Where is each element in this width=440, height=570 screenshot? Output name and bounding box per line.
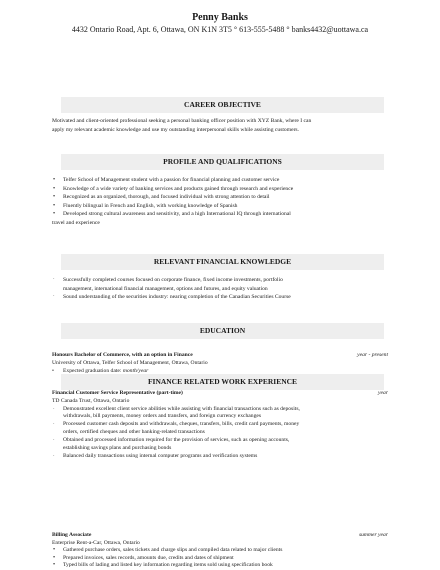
list-item: • Recognized as an organized, thorough, and focused individual with strong attention to detail [53, 194, 270, 200]
job2-list [52, 547, 384, 570]
list-item: • Gathered purchase orders, sales tickets and charge slips and compiled data related to major clients [53, 547, 283, 553]
list-item: · Balanced daily transactions using internal computer programs and verification systems [53, 452, 258, 459]
job1-employer: TD Canada Trust, Ottawa, Ontario [52, 398, 130, 404]
graduation-date: • Expected graduation date: month/year [52, 368, 149, 374]
list-item: • Knowledge of a wide variety of banking services and products gained through research and experience [53, 185, 294, 192]
job1-row [52, 389, 388, 397]
job2-employer: Enterprise Rent-a-Car, Ottawa, Ontario [52, 540, 140, 546]
list-item-continuation: orders, certified cheques and other banking-related transactions [63, 429, 205, 436]
education-dates: year - present [357, 352, 388, 358]
list-item-continuation: establishing savings plans and purchasing bonds [63, 445, 172, 452]
section-header-education [61, 323, 384, 339]
profile-list [52, 176, 384, 219]
list-item: · Successfully completed courses focused on corporate finance, fixed income investments, portfolio [53, 277, 283, 283]
objective-text: Motivated and client-oriented professional seeking a personal banking officer position with XYZ Bank, where I can apply my relevant academic knowledge and use my outstanding interpersonal skills while assisting customers. [52, 118, 312, 133]
section-title: CAREER OBJECTIVE [184, 100, 261, 109]
list-item: · Obtained and processed information required for the provision of services, such as opening accounts, [53, 437, 290, 444]
applicant-name: Penny Banks [192, 12, 248, 23]
list-item-continuation: management, international financial management, options and futures, and equity valuation [63, 285, 268, 292]
list-item: · Sound understanding of the securities industry: nearing completion of the Canadian Securities Course [53, 294, 291, 300]
job1-role: Financial Customer Service Representative (part-time) [52, 390, 183, 396]
profile-item-continuation: travel and experience [52, 219, 100, 226]
section-title: RELEVANT FINANCIAL KNOWLEDGE [153, 257, 292, 266]
section-title: EDUCATION [199, 326, 246, 335]
school: University of Ottawa, Telfer School of Management, Ottawa, Ontario [52, 360, 208, 366]
section-header-profile [61, 154, 384, 170]
list-item: • Prepared invoices, sales records, amounts due, credits and dates of shipment [53, 554, 234, 561]
list-item: · Demonstrated excellent client service abilities while assisting with financial transactions such as deposits, [53, 405, 300, 412]
list-item-continuation: withdrawals, bill payments, money orders and transfers, and foreign currency exchanges [63, 413, 262, 420]
list-item: · Processed customer cash deposits and withdrawals, cheques, transfers, bills, credit card payments, money [53, 421, 300, 428]
list-item: • Typed bills of lading and listed key information regarding items sold using specification book [53, 562, 273, 569]
job1-list [52, 406, 384, 461]
job2-role: Billing Associate [52, 532, 92, 538]
section-title: PROFILE AND QUALIFICATIONS [163, 157, 282, 166]
list-item: • Developed strong cultural awareness and sensitivity, and a high International IQ through international [53, 211, 291, 217]
section-header-work [61, 374, 384, 390]
knowledge-list [52, 276, 384, 302]
job2-row [52, 531, 388, 539]
job1-dates: year [378, 390, 388, 396]
section-title: FINANCE RELATED WORK EXPERIENCE [147, 377, 298, 386]
contact-line: 4432 Ontario Road, Apt. 6, Ottawa, ON K1N 3T5 ° 613-555-5488 ° banks4432@uottawa.ca [71, 25, 369, 34]
job2-dates: summer year [358, 532, 388, 538]
section-header-knowledge [61, 254, 384, 270]
degree: Honours Bachelor of Commerce, with an option in Finance [52, 352, 193, 358]
education-degree-row [52, 351, 388, 359]
list-item: • Telfer School of Management student with a passion for financial planning and customer service [53, 177, 280, 183]
list-item: • Fluently bilingual in French and English, with working knowledge of Spanish [53, 202, 238, 209]
section-header-objective [61, 97, 384, 113]
